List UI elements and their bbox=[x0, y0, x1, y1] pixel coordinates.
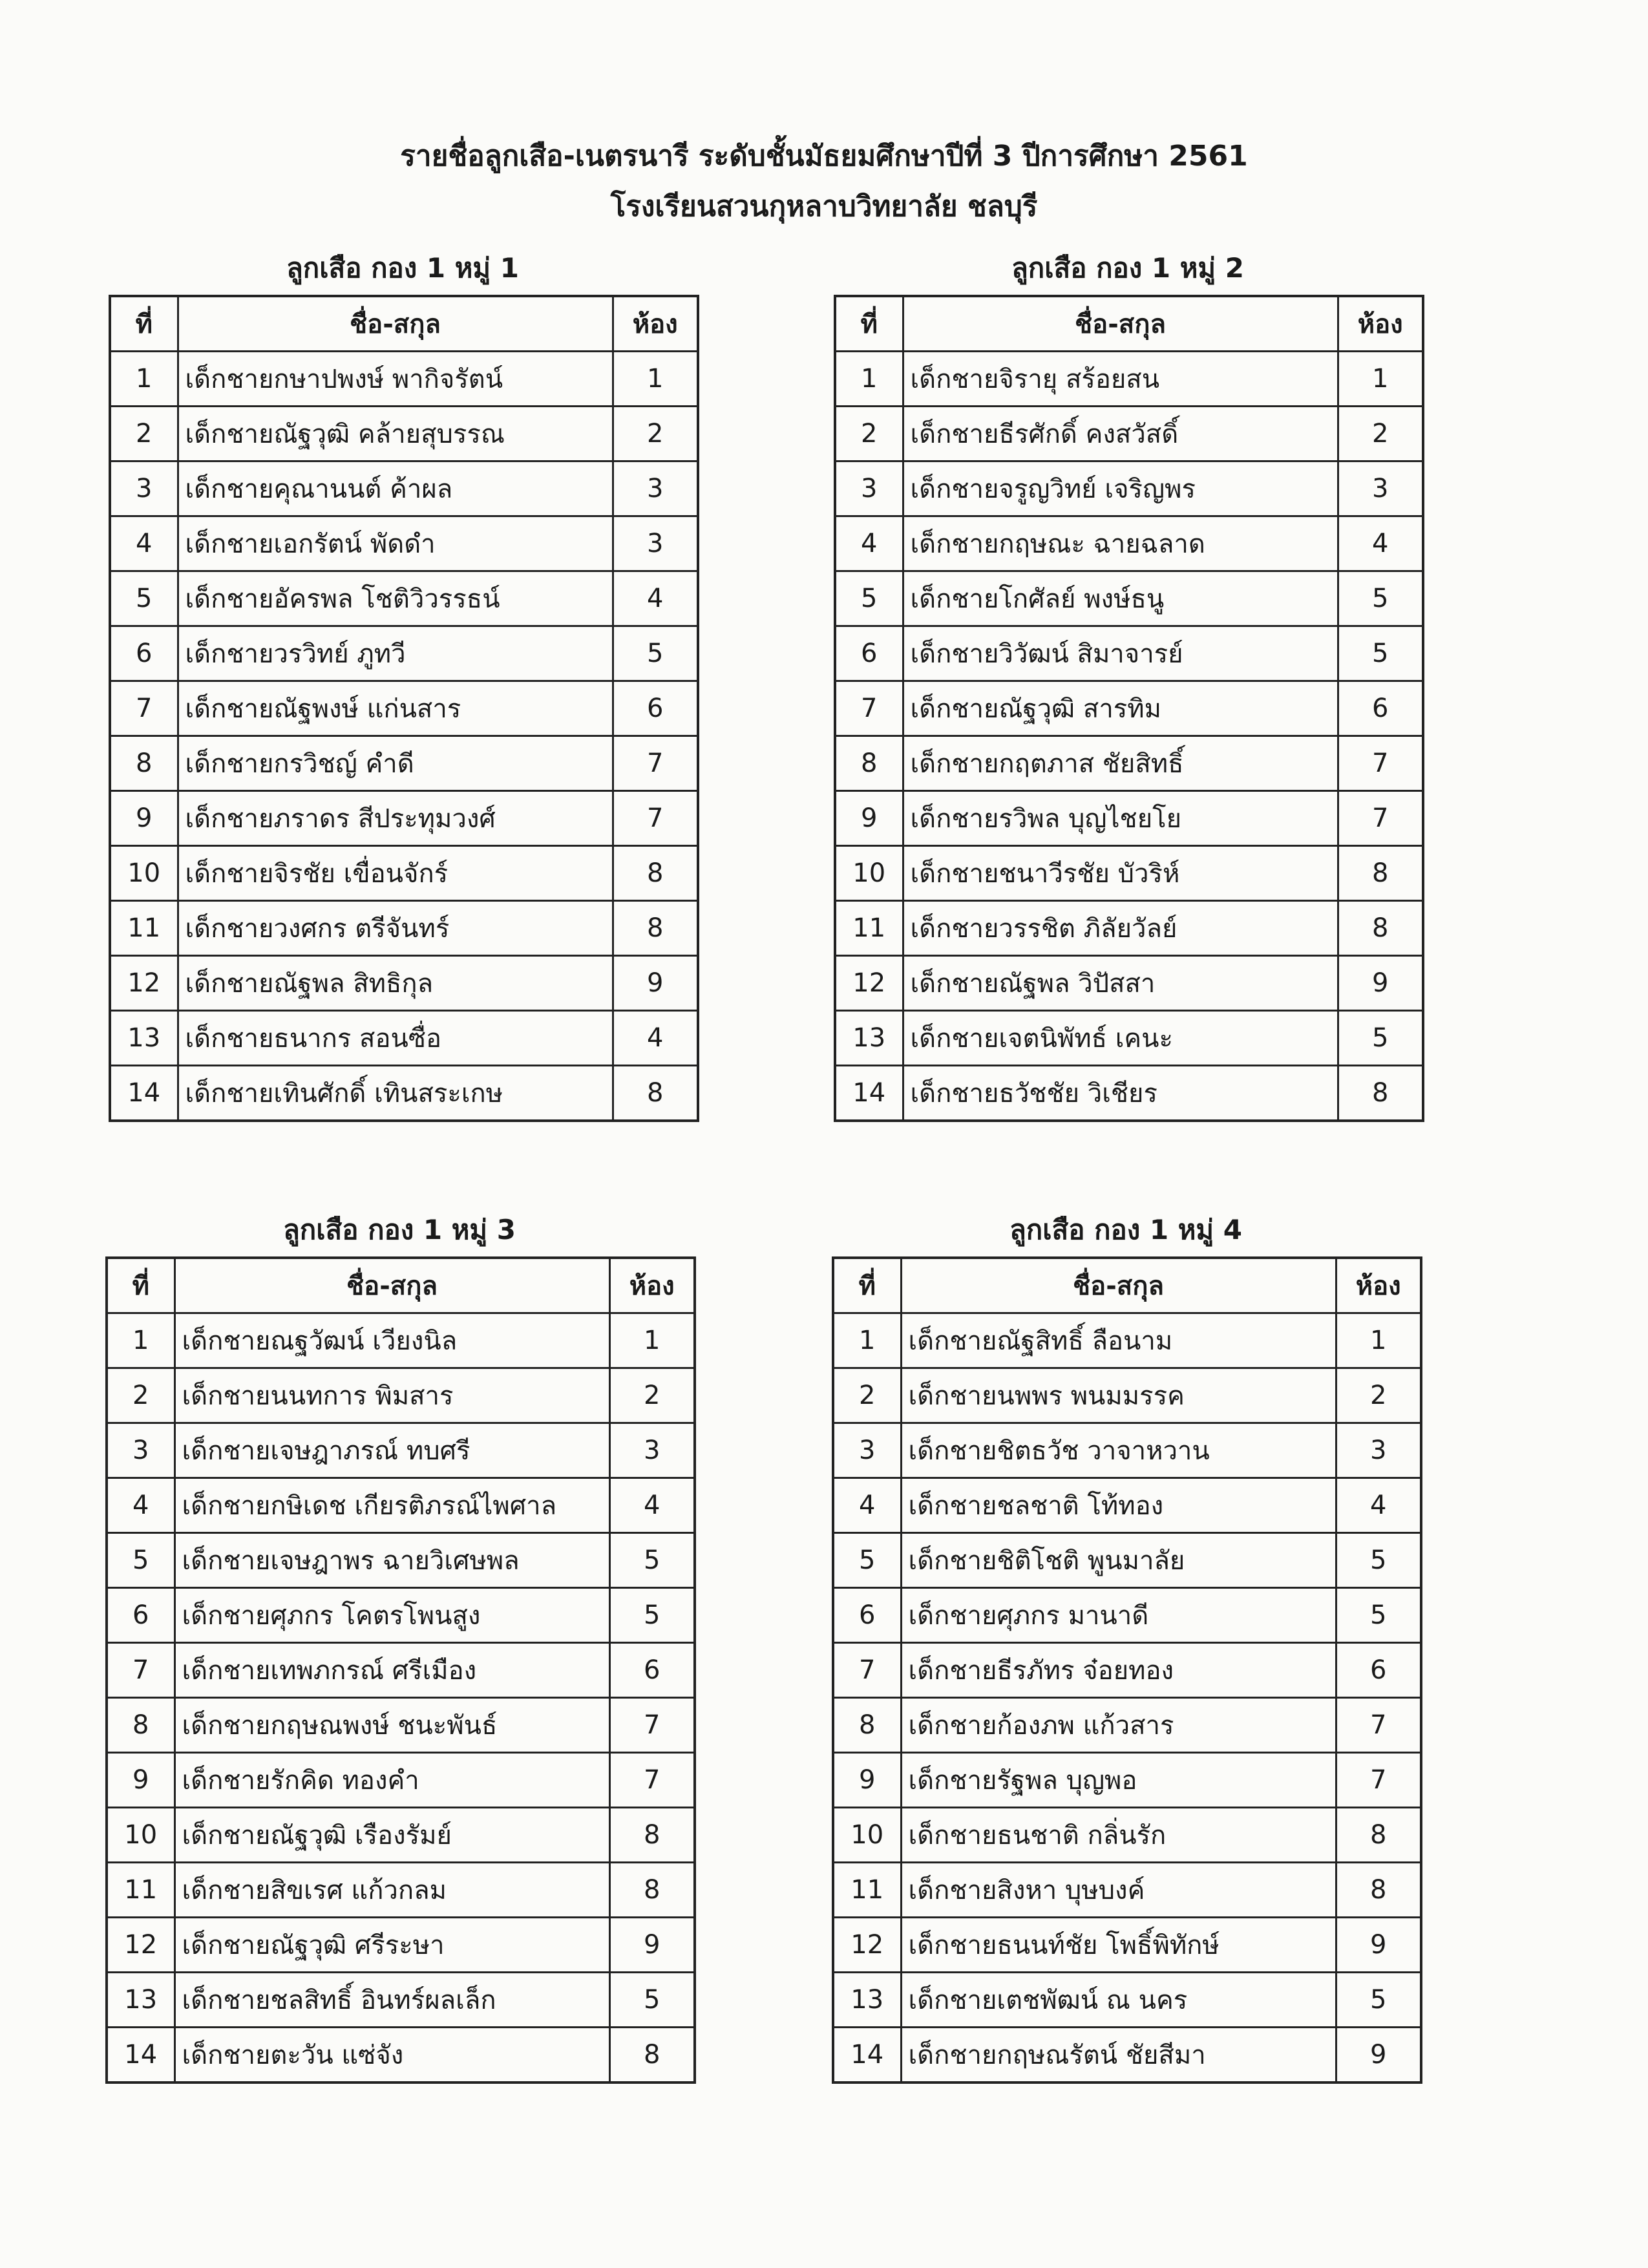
table-row bbox=[107, 1423, 695, 1478]
column-header-room: ห้อง bbox=[609, 1258, 695, 1313]
cell-name: เด็กชายกษาปพงษ์ พากิจรัตน์ bbox=[178, 352, 613, 407]
cell-room: 3 bbox=[1338, 461, 1423, 516]
table-row bbox=[107, 1808, 695, 1863]
cell-name: เด็กชายสิขเรศ แก้วกลม bbox=[174, 1863, 609, 1918]
cell-room: 6 bbox=[613, 681, 698, 736]
cell-name: เด็กชายก้องภพ แก้วสาร bbox=[901, 1698, 1336, 1753]
cell-room: 9 bbox=[1336, 1918, 1421, 1973]
cell-name: เด็กชายจรูญวิทย์ เจริญพร bbox=[903, 461, 1338, 516]
roster-table bbox=[834, 295, 1424, 1122]
cell-room: 7 bbox=[609, 1753, 695, 1808]
cell-name: เด็กชายชนาวีรชัย บัวริห์ bbox=[903, 846, 1338, 901]
cell-name: เด็กชายชลสิทธิ์ อินทร์ผลเล็ก bbox=[174, 1973, 609, 2028]
header-row bbox=[833, 1258, 1421, 1313]
table-row bbox=[107, 1863, 695, 1918]
cell-room: 5 bbox=[1338, 571, 1423, 626]
cell-name: เด็กชายกฤษณพงษ์ ชนะพันธ์ bbox=[174, 1698, 609, 1753]
table-row bbox=[110, 681, 698, 736]
cell-no: 5 bbox=[107, 1533, 174, 1588]
table-row bbox=[110, 736, 698, 791]
cell-no: 10 bbox=[833, 1808, 901, 1863]
cell-no: 6 bbox=[835, 626, 903, 681]
cell-name: เด็กชายรักคิด ทองคำ bbox=[174, 1753, 609, 1808]
roster-table bbox=[832, 1256, 1422, 2084]
cell-room: 8 bbox=[1338, 1066, 1423, 1121]
school-name: โรงเรียนสวนกุหลาบวิทยาลัย ชลบุรี bbox=[610, 190, 1038, 223]
cell-no: 11 bbox=[833, 1863, 901, 1918]
cell-room: 7 bbox=[613, 736, 698, 791]
cell-no: 13 bbox=[107, 1973, 174, 2028]
cell-name: เด็กชายชลชาติ โท้ทอง bbox=[901, 1478, 1336, 1533]
cell-room: 5 bbox=[609, 1533, 695, 1588]
cell-room: 3 bbox=[613, 516, 698, 571]
table-row bbox=[110, 956, 698, 1011]
cell-no: 1 bbox=[107, 1313, 174, 1368]
table-row bbox=[110, 901, 698, 956]
table-row bbox=[833, 1643, 1421, 1698]
header-row bbox=[107, 1258, 695, 1313]
cell-room: 6 bbox=[1336, 1643, 1421, 1698]
cell-name: เด็กชายคุณานนต์ ค้าผล bbox=[178, 461, 613, 516]
table-row bbox=[835, 681, 1423, 736]
cell-no: 3 bbox=[833, 1423, 901, 1478]
cell-room: 8 bbox=[1336, 1863, 1421, 1918]
cell-no: 4 bbox=[110, 516, 178, 571]
table-row bbox=[835, 516, 1423, 571]
cell-name: เด็กชายณัฐวุฒิ ศรีระษา bbox=[174, 1918, 609, 1973]
table-row bbox=[107, 1973, 695, 2028]
cell-name: เด็กชายกฤษณรัตน์ ชัยสีมา bbox=[901, 2028, 1336, 2083]
cell-room: 9 bbox=[613, 956, 698, 1011]
column-header-room: ห้อง bbox=[1338, 296, 1423, 352]
cell-no: 10 bbox=[835, 846, 903, 901]
cell-room: 8 bbox=[1338, 846, 1423, 901]
cell-name: เด็กชายจิรชัย เขื่อนจักร์ bbox=[178, 846, 613, 901]
column-header-name: ชื่อ-สกุล bbox=[178, 296, 613, 352]
cell-name: เด็กชายศุภกร โคตรโพนสูง bbox=[174, 1588, 609, 1643]
cell-no: 10 bbox=[107, 1808, 174, 1863]
cell-room: 7 bbox=[1336, 1698, 1421, 1753]
cell-room: 4 bbox=[613, 571, 698, 626]
cell-room: 1 bbox=[1338, 352, 1423, 407]
cell-no: 6 bbox=[833, 1588, 901, 1643]
table-row bbox=[833, 1808, 1421, 1863]
table-row bbox=[107, 1643, 695, 1698]
cell-no: 13 bbox=[835, 1011, 903, 1066]
cell-name: เด็กชายณัฐวุฒิ คล้ายสุบรรณ bbox=[178, 407, 613, 461]
cell-name: เด็กชายธนชาติ กลิ่นรัก bbox=[901, 1808, 1336, 1863]
cell-no: 3 bbox=[110, 461, 178, 516]
cell-room: 5 bbox=[613, 626, 698, 681]
cell-no: 2 bbox=[835, 407, 903, 461]
cell-no: 14 bbox=[110, 1066, 178, 1121]
cell-no: 6 bbox=[110, 626, 178, 681]
cell-name: เด็กชายนนทการ พิมสาร bbox=[174, 1368, 609, 1423]
cell-room: 4 bbox=[613, 1011, 698, 1066]
table-row bbox=[835, 461, 1423, 516]
cell-no: 3 bbox=[835, 461, 903, 516]
table-row bbox=[835, 1066, 1423, 1121]
table-row bbox=[835, 1011, 1423, 1066]
table-row bbox=[835, 407, 1423, 461]
cell-no: 4 bbox=[107, 1478, 174, 1533]
cell-no: 2 bbox=[107, 1368, 174, 1423]
cell-no: 12 bbox=[835, 956, 903, 1011]
cell-no: 1 bbox=[835, 352, 903, 407]
table-row bbox=[110, 352, 698, 407]
cell-room: 5 bbox=[609, 1588, 695, 1643]
cell-name: เด็กชายเจตนิพัทธ์ เคนะ bbox=[903, 1011, 1338, 1066]
cell-no: 3 bbox=[107, 1423, 174, 1478]
cell-no: 10 bbox=[110, 846, 178, 901]
cell-room: 3 bbox=[1336, 1423, 1421, 1478]
cell-name: เด็กชายณัฐพล วิปัสสา bbox=[903, 956, 1338, 1011]
cell-no: 11 bbox=[110, 901, 178, 956]
cell-no: 9 bbox=[107, 1753, 174, 1808]
cell-no: 13 bbox=[110, 1011, 178, 1066]
table-row bbox=[110, 407, 698, 461]
cell-no: 9 bbox=[110, 791, 178, 846]
cell-room: 6 bbox=[609, 1643, 695, 1698]
cell-name: เด็กชายรวิพล บุญไชยโย bbox=[903, 791, 1338, 846]
table-row bbox=[833, 1863, 1421, 1918]
cell-no: 4 bbox=[833, 1478, 901, 1533]
table-row bbox=[833, 1973, 1421, 2028]
cell-no: 9 bbox=[835, 791, 903, 846]
cell-name: เด็กชายธีรศักดิ์ คงสวัสดิ์ bbox=[903, 407, 1338, 461]
cell-name: เด็กชายธนนท์ชัย โพธิ์พิทักษ์ bbox=[901, 1918, 1336, 1973]
cell-room: 9 bbox=[1336, 2028, 1421, 2083]
cell-room: 2 bbox=[1338, 407, 1423, 461]
cell-no: 12 bbox=[110, 956, 178, 1011]
table-row bbox=[107, 1478, 695, 1533]
cell-no: 1 bbox=[833, 1313, 901, 1368]
cell-room: 7 bbox=[1338, 736, 1423, 791]
table-row bbox=[833, 1313, 1421, 1368]
column-header-room: ห้อง bbox=[1336, 1258, 1421, 1313]
table-row bbox=[110, 846, 698, 901]
table-row bbox=[833, 1368, 1421, 1423]
table-row bbox=[835, 736, 1423, 791]
cell-no: 8 bbox=[110, 736, 178, 791]
cell-room: 3 bbox=[613, 461, 698, 516]
cell-room: 8 bbox=[609, 1808, 695, 1863]
column-header-no: ที่ bbox=[107, 1258, 174, 1313]
table-row bbox=[833, 1423, 1421, 1478]
cell-room: 2 bbox=[609, 1368, 695, 1423]
group-title: ลูกเสือ กอง 1 หมู่ 1 bbox=[286, 252, 519, 284]
cell-name: เด็กชายกษิเดช เกียรติภรณ์ไพศาล bbox=[174, 1478, 609, 1533]
cell-room: 1 bbox=[1336, 1313, 1421, 1368]
roster-table bbox=[105, 1256, 696, 2084]
table-row bbox=[110, 571, 698, 626]
table-row bbox=[835, 901, 1423, 956]
cell-name: เด็กชายวรรชิต ภิลัยวัลย์ bbox=[903, 901, 1338, 956]
table-row bbox=[110, 1066, 698, 1121]
cell-name: เด็กชายณฐวัฒน์ เวียงนิล bbox=[174, 1313, 609, 1368]
cell-name: เด็กชายณัฐวุฒิ สารทิม bbox=[903, 681, 1338, 736]
cell-room: 5 bbox=[1338, 626, 1423, 681]
group-block-4 bbox=[832, 1207, 1420, 2084]
cell-name: เด็กชายเจษฎาภรณ์ ทบศรี bbox=[174, 1423, 609, 1478]
cell-name: เด็กชายภราดร สีประทุมวงศ์ bbox=[178, 791, 613, 846]
cell-name: เด็กชายวงศกร ตรีจันทร์ bbox=[178, 901, 613, 956]
group-title: ลูกเสือ กอง 1 หมู่ 3 bbox=[283, 1214, 516, 1245]
cell-no: 7 bbox=[107, 1643, 174, 1698]
table-row bbox=[110, 791, 698, 846]
cell-name: เด็กชายชิติโชติ พูนมาลัย bbox=[901, 1533, 1336, 1588]
cell-room: 9 bbox=[1338, 956, 1423, 1011]
cell-name: เด็กชายกฤตภาส ชัยสิทธิ์ bbox=[903, 736, 1338, 791]
cell-room: 1 bbox=[613, 352, 698, 407]
header-row bbox=[835, 296, 1423, 352]
cell-room: 8 bbox=[1338, 901, 1423, 956]
cell-room: 1 bbox=[609, 1313, 695, 1368]
cell-name: เด็กชายธนากร สอนซื่อ bbox=[178, 1011, 613, 1066]
cell-name: เด็กชายเอกรัตน์ พัดดำ bbox=[178, 516, 613, 571]
table-row bbox=[835, 956, 1423, 1011]
table-row bbox=[833, 1588, 1421, 1643]
cell-no: 2 bbox=[110, 407, 178, 461]
table-row bbox=[110, 516, 698, 571]
cell-no: 2 bbox=[833, 1368, 901, 1423]
cell-room: 4 bbox=[1338, 516, 1423, 571]
cell-no: 5 bbox=[833, 1533, 901, 1588]
cell-no: 12 bbox=[107, 1918, 174, 1973]
cell-no: 5 bbox=[835, 571, 903, 626]
cell-room: 8 bbox=[609, 2028, 695, 2083]
group-block-3 bbox=[105, 1207, 693, 2084]
cell-name: เด็กชายกฤษณะ ฉายฉลาด bbox=[903, 516, 1338, 571]
cell-room: 8 bbox=[613, 846, 698, 901]
cell-name: เด็กชายศุภกร มานาดี bbox=[901, 1588, 1336, 1643]
cell-room: 8 bbox=[613, 1066, 698, 1121]
column-header-no: ที่ bbox=[110, 296, 178, 352]
cell-name: เด็กชายสิงหา บุษบงค์ bbox=[901, 1863, 1336, 1918]
table-row bbox=[107, 1753, 695, 1808]
cell-name: เด็กชายธีรภัทร จ๋อยทอง bbox=[901, 1643, 1336, 1698]
cell-name: เด็กชายณัฐพงษ์ แก่นสาร bbox=[178, 681, 613, 736]
cell-room: 5 bbox=[1336, 1588, 1421, 1643]
cell-room: 4 bbox=[1336, 1478, 1421, 1533]
cell-room: 7 bbox=[1336, 1753, 1421, 1808]
cell-name: เด็กชายโกศัลย์ พงษ์ธนู bbox=[903, 571, 1338, 626]
column-header-no: ที่ bbox=[833, 1258, 901, 1313]
column-header-name: ชื่อ-สกุล bbox=[174, 1258, 609, 1313]
cell-room: 9 bbox=[609, 1918, 695, 1973]
table-row bbox=[833, 1533, 1421, 1588]
cell-no: 7 bbox=[835, 681, 903, 736]
cell-room: 2 bbox=[1336, 1368, 1421, 1423]
column-header-room: ห้อง bbox=[613, 296, 698, 352]
table-row bbox=[833, 2028, 1421, 2083]
cell-no: 8 bbox=[833, 1698, 901, 1753]
cell-no: 11 bbox=[107, 1863, 174, 1918]
cell-name: เด็กชายณัฐพล สิทธิกุล bbox=[178, 956, 613, 1011]
cell-no: 8 bbox=[835, 736, 903, 791]
table-row bbox=[107, 1313, 695, 1368]
table-row bbox=[107, 2028, 695, 2083]
cell-room: 6 bbox=[1338, 681, 1423, 736]
cell-no: 14 bbox=[833, 2028, 901, 2083]
cell-name: เด็กชายเจษฎาพร ฉายวิเศษพล bbox=[174, 1533, 609, 1588]
cell-room: 8 bbox=[613, 901, 698, 956]
group-block-2 bbox=[834, 246, 1422, 1122]
cell-room: 8 bbox=[609, 1863, 695, 1918]
cell-room: 7 bbox=[609, 1698, 695, 1753]
table-row bbox=[835, 571, 1423, 626]
cell-no: 7 bbox=[110, 681, 178, 736]
column-header-no: ที่ bbox=[835, 296, 903, 352]
table-row bbox=[835, 352, 1423, 407]
table-row bbox=[833, 1478, 1421, 1533]
group-title: ลูกเสือ กอง 1 หมู่ 2 bbox=[1011, 252, 1244, 284]
table-row bbox=[835, 846, 1423, 901]
roster-table bbox=[109, 295, 699, 1122]
cell-no: 12 bbox=[833, 1918, 901, 1973]
cell-no: 13 bbox=[833, 1973, 901, 2028]
cell-name: เด็กชายวรวิทย์ ภูทวี bbox=[178, 626, 613, 681]
cell-name: เด็กชายจิรายุ สร้อยสน bbox=[903, 352, 1338, 407]
table-row bbox=[833, 1918, 1421, 1973]
cell-name: เด็กชายนพพร พนมมรรค bbox=[901, 1368, 1336, 1423]
cell-no: 1 bbox=[110, 352, 178, 407]
cell-name: เด็กชายธวัชชัย วิเชียร bbox=[903, 1066, 1338, 1121]
cell-no: 5 bbox=[110, 571, 178, 626]
cell-room: 3 bbox=[609, 1423, 695, 1478]
cell-name: เด็กชายวิวัฒน์ สิมาจารย์ bbox=[903, 626, 1338, 681]
column-header-name: ชื่อ-สกุล bbox=[903, 296, 1338, 352]
table-row bbox=[110, 1011, 698, 1066]
cell-no: 7 bbox=[833, 1643, 901, 1698]
cell-name: เด็กชายเทินศักดิ์ เทินสระเกษ bbox=[178, 1066, 613, 1121]
table-row bbox=[110, 626, 698, 681]
table-row bbox=[107, 1698, 695, 1753]
cell-room: 5 bbox=[1336, 1973, 1421, 2028]
cell-no: 8 bbox=[107, 1698, 174, 1753]
group-block-1 bbox=[109, 246, 697, 1122]
table-row bbox=[835, 791, 1423, 846]
cell-room: 5 bbox=[1338, 1011, 1423, 1066]
cell-room: 5 bbox=[609, 1973, 695, 2028]
column-header-name: ชื่อ-สกุล bbox=[901, 1258, 1336, 1313]
table-row bbox=[107, 1918, 695, 1973]
cell-room: 8 bbox=[1336, 1808, 1421, 1863]
cell-name: เด็กชายรัฐพล บุญพอ bbox=[901, 1753, 1336, 1808]
table-row bbox=[107, 1533, 695, 1588]
cell-room: 2 bbox=[613, 407, 698, 461]
document-title: รายชื่อลูกเสือ-เนตรนารี ระดับชั้นมัธยมศึกษาปีที่ 3 ปีการศึกษา 2561 bbox=[400, 140, 1248, 173]
cell-name: เด็กชายตะวัน แซ่จัง bbox=[174, 2028, 609, 2083]
cell-room: 4 bbox=[609, 1478, 695, 1533]
cell-name: เด็กชายเตชพัฒน์ ณ นคร bbox=[901, 1973, 1336, 2028]
table-row bbox=[107, 1368, 695, 1423]
header-row bbox=[110, 296, 698, 352]
cell-name: เด็กชายณัฐสิทธิ์ ลือนาม bbox=[901, 1313, 1336, 1368]
table-row bbox=[833, 1753, 1421, 1808]
table-row bbox=[110, 461, 698, 516]
cell-no: 14 bbox=[835, 1066, 903, 1121]
cell-no: 9 bbox=[833, 1753, 901, 1808]
cell-name: เด็กชายเทพภกรณ์ ศรีเมือง bbox=[174, 1643, 609, 1698]
cell-name: เด็กชายณัฐวุฒิ เรืองรัมย์ bbox=[174, 1808, 609, 1863]
cell-name: เด็กชายชิตธวัช วาจาหวาน bbox=[901, 1423, 1336, 1478]
cell-name: เด็กชายอัครพล โชติวิวรรธน์ bbox=[178, 571, 613, 626]
cell-name: เด็กชายกรวิชญ์ คำดี bbox=[178, 736, 613, 791]
cell-no: 11 bbox=[835, 901, 903, 956]
cell-room: 7 bbox=[1338, 791, 1423, 846]
cell-no: 6 bbox=[107, 1588, 174, 1643]
cell-no: 4 bbox=[835, 516, 903, 571]
cell-room: 5 bbox=[1336, 1533, 1421, 1588]
group-title: ลูกเสือ กอง 1 หมู่ 4 bbox=[1009, 1214, 1242, 1245]
table-row bbox=[835, 626, 1423, 681]
table-row bbox=[833, 1698, 1421, 1753]
cell-no: 14 bbox=[107, 2028, 174, 2083]
cell-room: 7 bbox=[613, 791, 698, 846]
table-row bbox=[107, 1588, 695, 1643]
